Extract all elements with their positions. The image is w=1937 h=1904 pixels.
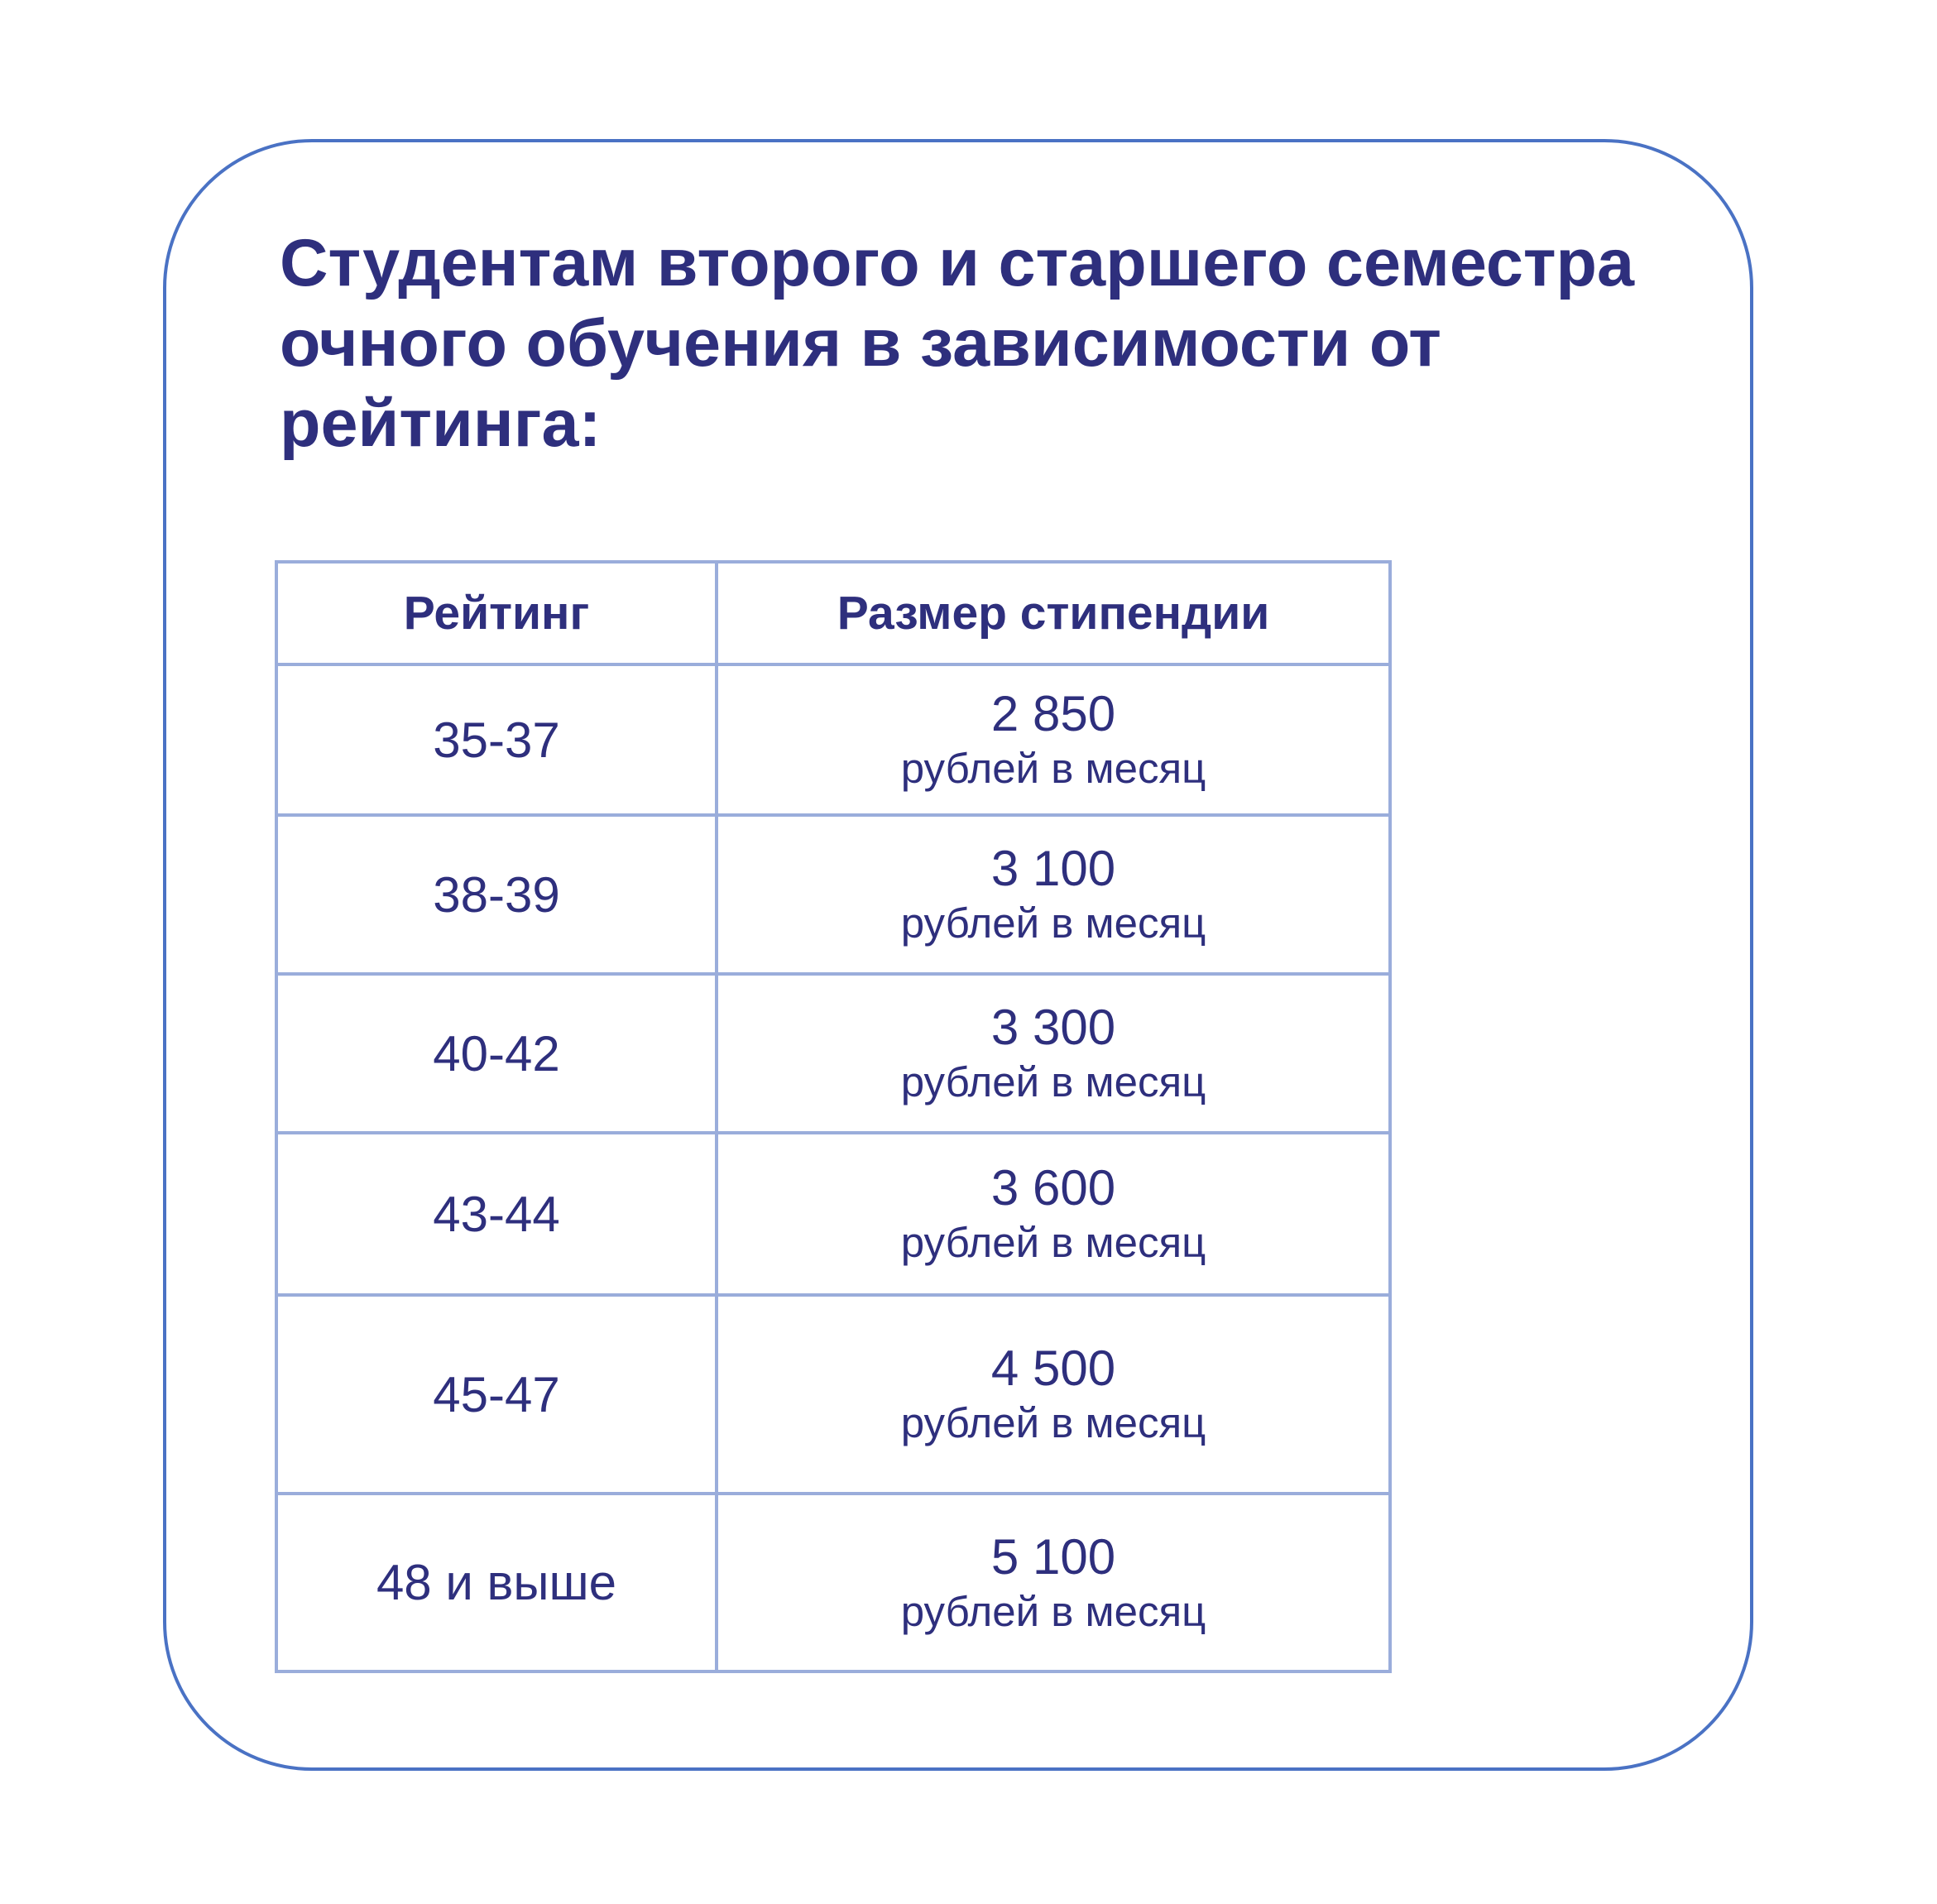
amount-cell <box>717 974 1390 1133</box>
rating-cell: 35-37 <box>276 664 717 815</box>
table-header-row <box>276 562 1390 664</box>
table-row <box>276 1494 1390 1671</box>
rating-cell: 45-47 <box>276 1295 717 1494</box>
rating-cell: 40-42 <box>276 974 717 1133</box>
table-row <box>276 1295 1390 1494</box>
amount-cell <box>717 1133 1390 1295</box>
amount-cell <box>717 664 1390 815</box>
amount-unit: рублей в месяц <box>900 1058 1206 1105</box>
amount-value: 3 300 <box>990 1000 1116 1055</box>
rating-cell: 48 и выше <box>276 1494 717 1671</box>
header-scholarship-amount: Размер стипендии <box>717 562 1390 664</box>
amount-value: 3 100 <box>990 841 1116 896</box>
amount-unit: рублей в месяц <box>900 745 1206 792</box>
amount-unit: рублей в месяц <box>900 1587 1206 1635</box>
amount-value: 4 500 <box>990 1340 1116 1396</box>
scholarship-table-container <box>275 560 1388 1673</box>
page-heading: Студентам второго и старшего семестра очного обучения в зависимости от рейтинга: <box>280 226 1635 461</box>
table-row <box>276 664 1390 815</box>
amount-cell <box>717 815 1390 974</box>
rating-cell: 38-39 <box>276 815 717 974</box>
amount-value: 2 850 <box>990 686 1116 741</box>
rating-cell: 43-44 <box>276 1133 717 1295</box>
amount-cell <box>717 1295 1390 1494</box>
table-row <box>276 1133 1390 1295</box>
table-row <box>276 974 1390 1133</box>
amount-unit: рублей в месяц <box>900 899 1206 947</box>
amount-unit: рублей в месяц <box>900 1219 1206 1266</box>
amount-value: 5 100 <box>990 1528 1116 1585</box>
amount-cell <box>717 1494 1390 1671</box>
amount-unit: рублей в месяц <box>900 1399 1206 1446</box>
scholarship-table <box>275 560 1392 1673</box>
header-rating: Рейтинг <box>276 562 717 664</box>
amount-value: 3 600 <box>990 1160 1116 1216</box>
table-row <box>276 815 1390 974</box>
